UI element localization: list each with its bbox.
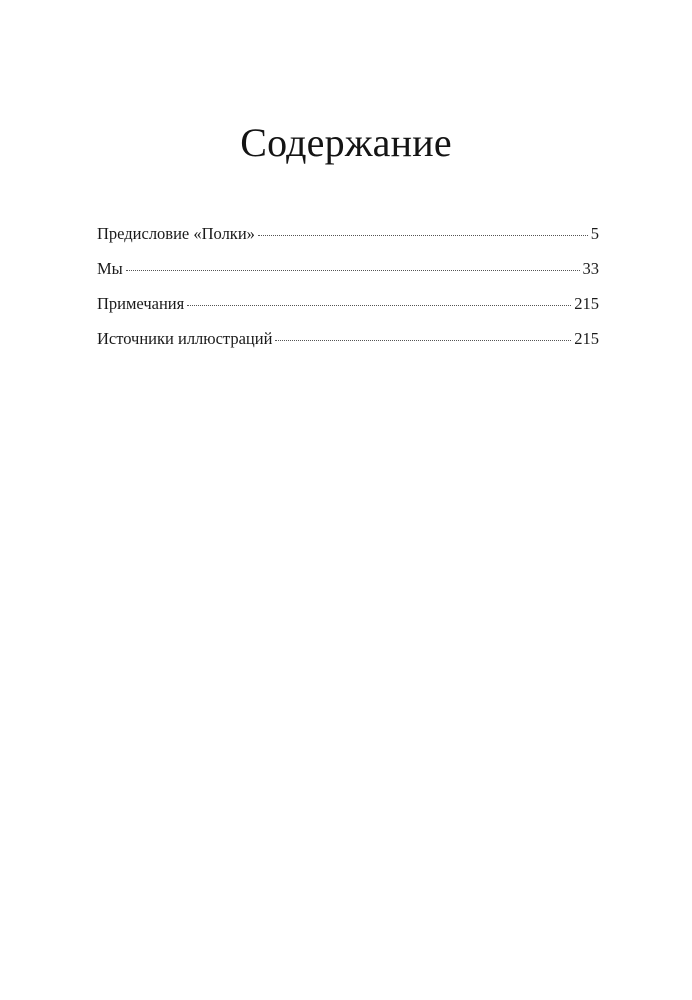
- toc-entry-page-number: 215: [574, 294, 599, 313]
- toc-entry-label: Примечания: [97, 294, 185, 313]
- toc-entry-page-number: 215: [574, 329, 599, 348]
- toc-entry-my[interactable]: [97, 257, 599, 292]
- dot-leader: [126, 270, 580, 271]
- dot-leader: [187, 305, 571, 306]
- toc-entry-label: Мы: [97, 259, 123, 278]
- dot-leader: [258, 235, 588, 236]
- toc-entry-page-number: 33: [582, 259, 599, 278]
- table-of-contents: [97, 222, 599, 362]
- toc-entry-label: Источники иллюстраций: [97, 329, 273, 348]
- toc-entry-notes[interactable]: [97, 292, 599, 327]
- toc-entry-page-number: 5: [590, 224, 599, 243]
- page-title: Содержание: [240, 120, 452, 165]
- toc-entry-label: Предисловие «Полки»: [97, 224, 255, 243]
- toc-entry-preface[interactable]: [97, 222, 599, 257]
- toc-entry-illustration-sources[interactable]: [97, 327, 599, 362]
- dot-leader: [275, 340, 571, 341]
